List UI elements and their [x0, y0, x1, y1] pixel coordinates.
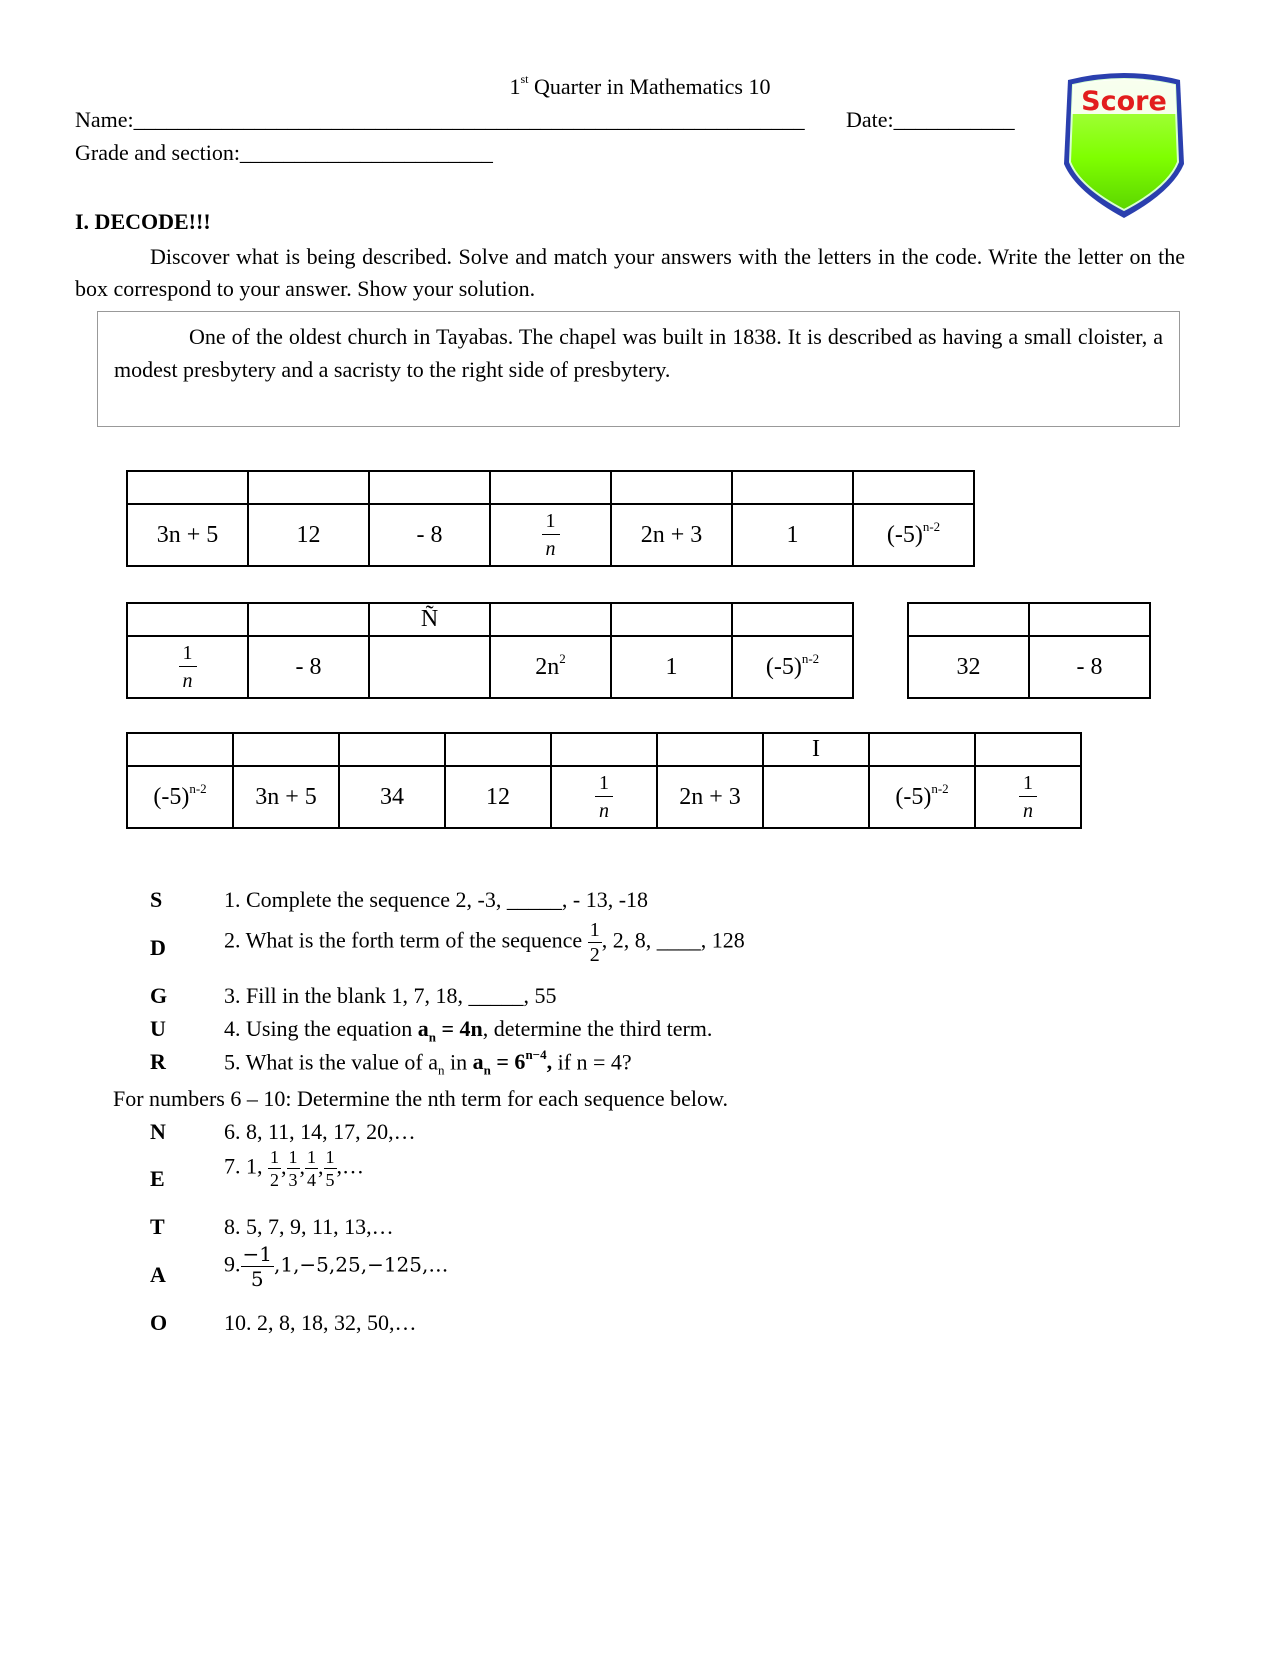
answer-letter-box[interactable]: [908, 603, 1029, 636]
question-4: 4. Using the equation $a_n = 4n$, determine the third term.: [224, 1016, 713, 1045]
code-cell: $\frac{1}{n}$: [975, 766, 1081, 828]
question-letter: E: [150, 1166, 165, 1191]
answer-letter-box[interactable]: [551, 733, 657, 766]
question-3: 3. Fill in the blank 1, 7, 18, _____, 55: [224, 983, 557, 1008]
answer-letter-box[interactable]: I: [763, 733, 869, 766]
clue-text: One of the oldest church in Tayabas. The chapel was built in 1838. It is described as having a small cloister, a modest presbytery and a sacristy to the right side of presbytery.: [114, 324, 1163, 382]
clue-box: [97, 311, 1180, 427]
fraction: $\frac{1}{2}$: [270, 1147, 279, 1190]
answer-letter-box[interactable]: [127, 603, 248, 636]
section-heading: I. DECODE!!!: [75, 209, 211, 234]
question-letter: S: [150, 887, 163, 912]
question-letter: G: [150, 983, 168, 1008]
answer-letter-box[interactable]: Ñ: [369, 603, 490, 636]
question-1: 1. Complete the sequence 2, -3, _____, - 13, -18: [224, 887, 649, 912]
answer-letter-box[interactable]: [248, 603, 369, 636]
question-2: 2. What is the forth term of the sequence $\frac{1}{2}$ , 2, 8, ____, 128: [224, 919, 745, 966]
date-field[interactable]: Date:___________: [846, 107, 1015, 132]
fraction: $\frac{1}{4}$: [307, 1147, 316, 1190]
answer-letter-box[interactable]: [490, 603, 611, 636]
code-cell: $\frac{1}{n}$: [551, 766, 657, 828]
code-table-4: [126, 732, 1082, 829]
question-8: 8. 5, 7, 9, 11, 13,…: [224, 1214, 394, 1239]
question-letter: O: [150, 1310, 168, 1335]
question-10: 10. 2, 8, 18, 32, 50,…: [224, 1310, 417, 1335]
code-cell: $(-5)^{n-2}$: [127, 766, 233, 828]
answer-letter-box[interactable]: [657, 733, 763, 766]
question-5: 5. What is the value of $a_n$ in $a_n = 6^{n-4}$, if n = 4?: [224, 1047, 632, 1078]
code-cell: $\frac{1}{n}$: [490, 504, 611, 566]
code-cell: - 8: [369, 504, 490, 566]
code-cell: 2n + 3: [657, 766, 763, 828]
code-table-3: [907, 602, 1151, 699]
answer-letter-box[interactable]: [869, 733, 975, 766]
answer-letter-box[interactable]: [490, 471, 611, 504]
answer-letter-box[interactable]: [369, 471, 490, 504]
question-letter: R: [150, 1049, 166, 1074]
code-cell: 12: [445, 766, 551, 828]
code-cell: - 8: [1029, 636, 1150, 698]
answer-letter-box[interactable]: [127, 471, 248, 504]
code-cell: $\frac{1}{n}$: [127, 636, 248, 698]
code-cell: 12: [248, 504, 369, 566]
code-cell: 1: [611, 636, 732, 698]
code-table-2: [126, 602, 854, 699]
code-cell: 2n + 3: [611, 504, 732, 566]
answer-letter-box[interactable]: [853, 471, 974, 504]
fraction: $\frac{1}{5}$: [325, 1147, 335, 1190]
score-shield-icon: [1060, 72, 1188, 224]
code-cell: $(-5)^{n-2}$: [732, 636, 853, 698]
code-cell: $(-5)^{n-2}$: [869, 766, 975, 828]
answer-letter-box[interactable]: [339, 733, 445, 766]
answer-letter-box[interactable]: [732, 471, 853, 504]
question-9: 9. $\frac{-1}{5}$ ,1,−5,25,−125,…: [224, 1242, 449, 1291]
answer-letter-box[interactable]: [233, 733, 339, 766]
question-6: 6. 8, 11, 14, 17, 20,…: [224, 1119, 416, 1144]
fraction: $\frac{1}{3}$: [288, 1147, 298, 1190]
code-cell: 34: [339, 766, 445, 828]
answer-letter-box[interactable]: [127, 733, 233, 766]
code-cell: $(-5)^{n-2}$: [853, 504, 974, 566]
code-cell: $2n^2$: [490, 636, 611, 698]
code-cell: [369, 636, 490, 698]
answer-letter-box[interactable]: [1029, 603, 1150, 636]
code-cell: - 8: [248, 636, 369, 698]
answer-letter-box[interactable]: [611, 603, 732, 636]
instructions: Discover what is being described. Solve and match your answers with the letters in the code. Write the letter on the box correspond to your answer. Show your solution.: [75, 244, 1185, 301]
score-label: Score: [1081, 86, 1167, 117]
question-letter: D: [150, 935, 166, 960]
answer-letter-box[interactable]: [611, 471, 732, 504]
code-cell: 3n + 5: [127, 504, 248, 566]
question-letter: N: [150, 1119, 166, 1144]
code-cell: [763, 766, 869, 828]
code-cell: 1: [732, 504, 853, 566]
answer-letter-box[interactable]: [732, 603, 853, 636]
code-cell: 3n + 5: [233, 766, 339, 828]
question-letter: A: [150, 1262, 166, 1287]
code-table-1: [126, 470, 975, 567]
question-7: 7. 1, $\frac{1}{2}$ , $\frac{1}{3}$ , $\frac{1}{4}$ , $\frac{1}{5}$ ,…: [224, 1147, 364, 1190]
question-letter: T: [150, 1214, 165, 1239]
grade-section-field[interactable]: Grade and section:_______________________: [75, 140, 493, 165]
answer-letter-box[interactable]: [445, 733, 551, 766]
code-cell: 32: [908, 636, 1029, 698]
page-title: 1st Quarter in Mathematics 10: [509, 72, 771, 99]
question-letter: U: [150, 1016, 166, 1041]
note-text: For numbers 6 – 10: Determine the nth term for each sequence below.: [113, 1086, 728, 1111]
name-field[interactable]: Name:_____________________________________________________________: [75, 107, 805, 132]
answer-letter-box[interactable]: [975, 733, 1081, 766]
answer-letter-box[interactable]: [248, 471, 369, 504]
